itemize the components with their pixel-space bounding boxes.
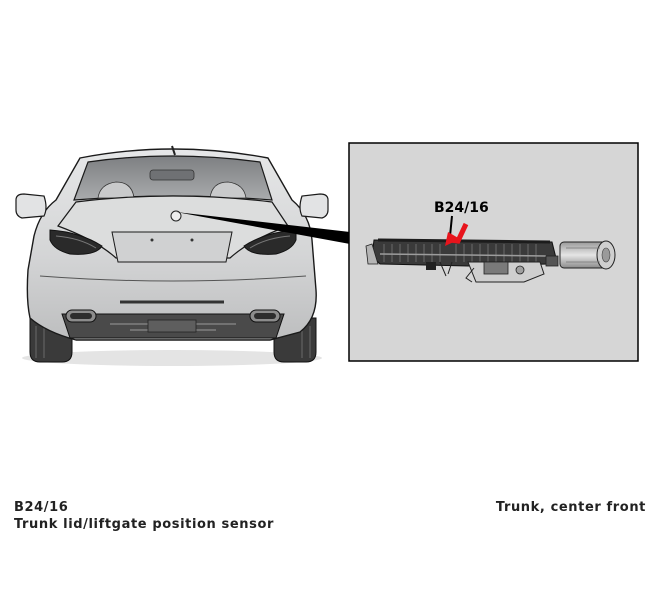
car-rear-view <box>16 146 328 366</box>
mirror-right <box>300 194 328 218</box>
component-location: Trunk, center front <box>495 500 646 515</box>
detail-inset <box>349 143 638 361</box>
mirror-left <box>16 194 46 218</box>
component-description: Trunk lid/liftgate position sensor <box>14 517 275 532</box>
component-code: B24/16 <box>14 500 69 515</box>
callout-label: B24/16 <box>434 200 489 216</box>
